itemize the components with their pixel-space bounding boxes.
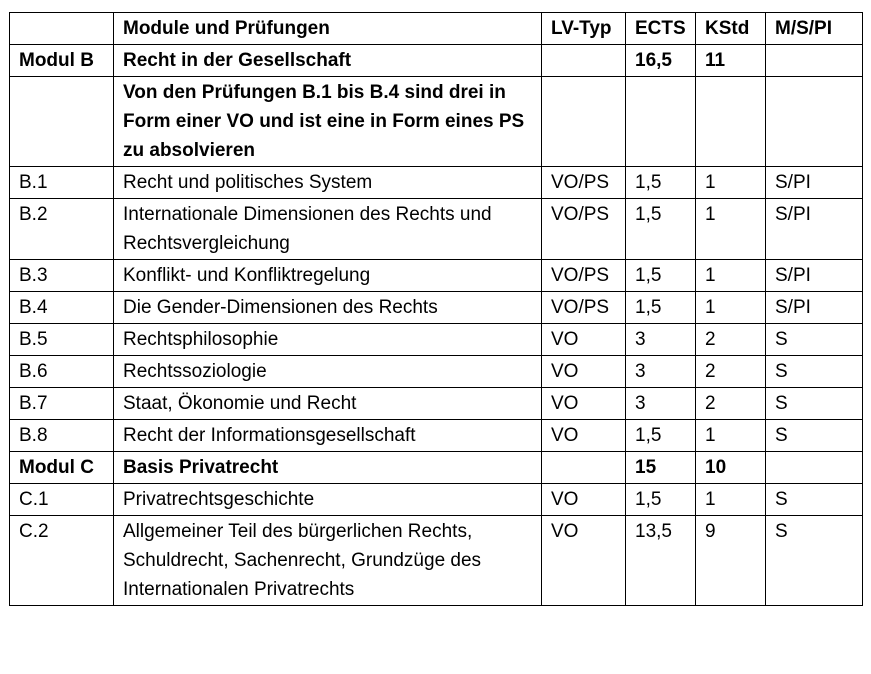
row-kstd: 1 bbox=[696, 260, 766, 292]
table-row bbox=[10, 167, 863, 199]
header-row bbox=[10, 13, 863, 45]
row-title: Rechtsphilosophie bbox=[114, 324, 542, 356]
row-msp: S bbox=[766, 420, 863, 452]
row-lv-typ: VO bbox=[542, 356, 626, 388]
row-id: C.1 bbox=[10, 484, 114, 516]
row-lv-typ bbox=[542, 452, 626, 484]
row-ects: 15 bbox=[626, 452, 696, 484]
row-id: B.3 bbox=[10, 260, 114, 292]
row-kstd: 1 bbox=[696, 167, 766, 199]
row-msp: S bbox=[766, 516, 863, 606]
row-kstd: 11 bbox=[696, 45, 766, 77]
table-row bbox=[10, 388, 863, 420]
row-msp bbox=[766, 77, 863, 167]
row-kstd: 1 bbox=[696, 420, 766, 452]
table-row bbox=[10, 516, 863, 606]
note-row bbox=[10, 77, 863, 167]
table-row bbox=[10, 484, 863, 516]
row-msp: S/PI bbox=[766, 167, 863, 199]
row-msp bbox=[766, 452, 863, 484]
row-kstd: 1 bbox=[696, 292, 766, 324]
row-kstd: 2 bbox=[696, 388, 766, 420]
row-id: B.2 bbox=[10, 199, 114, 260]
row-title: Recht der Informationsgesellschaft bbox=[114, 420, 542, 452]
row-msp: S bbox=[766, 388, 863, 420]
row-ects: 1,5 bbox=[626, 167, 696, 199]
row-lv-typ: VO bbox=[542, 484, 626, 516]
row-ects: 13,5 bbox=[626, 516, 696, 606]
row-msp: S bbox=[766, 324, 863, 356]
row-title: Internationale Dimensionen des Rechts und Rechtsvergleichung bbox=[114, 199, 542, 260]
row-lv-typ bbox=[542, 77, 626, 167]
table-row bbox=[10, 292, 863, 324]
row-ects: 3 bbox=[626, 324, 696, 356]
row-msp: S/PI bbox=[766, 199, 863, 260]
table-row bbox=[10, 260, 863, 292]
row-kstd: 9 bbox=[696, 516, 766, 606]
row-title: Allgemeiner Teil des bürgerlichen Rechts, Schuldrecht, Sachenrecht, Grundzüge des Internationalen Privatrechts bbox=[114, 516, 542, 606]
row-kstd: 2 bbox=[696, 356, 766, 388]
row-ects bbox=[626, 77, 696, 167]
row-lv-typ: VO bbox=[542, 516, 626, 606]
table-row bbox=[10, 199, 863, 260]
row-lv-typ: VO/PS bbox=[542, 260, 626, 292]
row-id: B.1 bbox=[10, 167, 114, 199]
header-id bbox=[10, 13, 114, 45]
row-lv-typ: VO/PS bbox=[542, 292, 626, 324]
row-kstd: 1 bbox=[696, 484, 766, 516]
row-msp: S bbox=[766, 356, 863, 388]
row-lv-typ: VO bbox=[542, 388, 626, 420]
row-title: Privatrechtsgeschichte bbox=[114, 484, 542, 516]
module-row bbox=[10, 45, 863, 77]
row-kstd bbox=[696, 77, 766, 167]
row-ects: 3 bbox=[626, 356, 696, 388]
row-title: Staat, Ökonomie und Recht bbox=[114, 388, 542, 420]
header-ects: ECTS bbox=[626, 13, 696, 45]
module-row bbox=[10, 452, 863, 484]
row-msp: S/PI bbox=[766, 260, 863, 292]
row-lv-typ: VO bbox=[542, 324, 626, 356]
row-id: Modul B bbox=[10, 45, 114, 77]
row-title: Recht und politisches System bbox=[114, 167, 542, 199]
row-id: B.7 bbox=[10, 388, 114, 420]
row-lv-typ: VO bbox=[542, 420, 626, 452]
header-kstd: KStd bbox=[696, 13, 766, 45]
row-lv-typ: VO/PS bbox=[542, 167, 626, 199]
row-title: Die Gender-Dimensionen des Rechts bbox=[114, 292, 542, 324]
row-kstd: 10 bbox=[696, 452, 766, 484]
row-note-text: Von den Prüfungen B.1 bis B.4 sind drei in Form einer VO und ist eine in Form eines PS zu absolvieren bbox=[114, 77, 542, 167]
header-msp: M/S/PI bbox=[766, 13, 863, 45]
row-title: Basis Privatrecht bbox=[114, 452, 542, 484]
row-ects: 3 bbox=[626, 388, 696, 420]
row-msp: S bbox=[766, 484, 863, 516]
row-id: Modul C bbox=[10, 452, 114, 484]
row-ects: 1,5 bbox=[626, 260, 696, 292]
row-ects: 16,5 bbox=[626, 45, 696, 77]
row-lv-typ bbox=[542, 45, 626, 77]
row-id: B.5 bbox=[10, 324, 114, 356]
table-row bbox=[10, 356, 863, 388]
row-kstd: 2 bbox=[696, 324, 766, 356]
row-id: B.4 bbox=[10, 292, 114, 324]
row-ects: 1,5 bbox=[626, 199, 696, 260]
row-title: Rechtssoziologie bbox=[114, 356, 542, 388]
row-msp: S/PI bbox=[766, 292, 863, 324]
row-id: B.6 bbox=[10, 356, 114, 388]
row-lv-typ: VO/PS bbox=[542, 199, 626, 260]
row-msp bbox=[766, 45, 863, 77]
row-ects: 1,5 bbox=[626, 292, 696, 324]
row-ects: 1,5 bbox=[626, 484, 696, 516]
row-id: B.8 bbox=[10, 420, 114, 452]
header-lv-typ: LV-Typ bbox=[542, 13, 626, 45]
row-kstd: 1 bbox=[696, 199, 766, 260]
row-title: Konflikt- und Konfliktregelung bbox=[114, 260, 542, 292]
table-row bbox=[10, 324, 863, 356]
row-id: C.2 bbox=[10, 516, 114, 606]
table-row bbox=[10, 420, 863, 452]
row-ects: 1,5 bbox=[626, 420, 696, 452]
header-title: Module und Prüfungen bbox=[114, 13, 542, 45]
curriculum-table bbox=[9, 12, 863, 606]
row-id bbox=[10, 77, 114, 167]
row-title: Recht in der Gesellschaft bbox=[114, 45, 542, 77]
